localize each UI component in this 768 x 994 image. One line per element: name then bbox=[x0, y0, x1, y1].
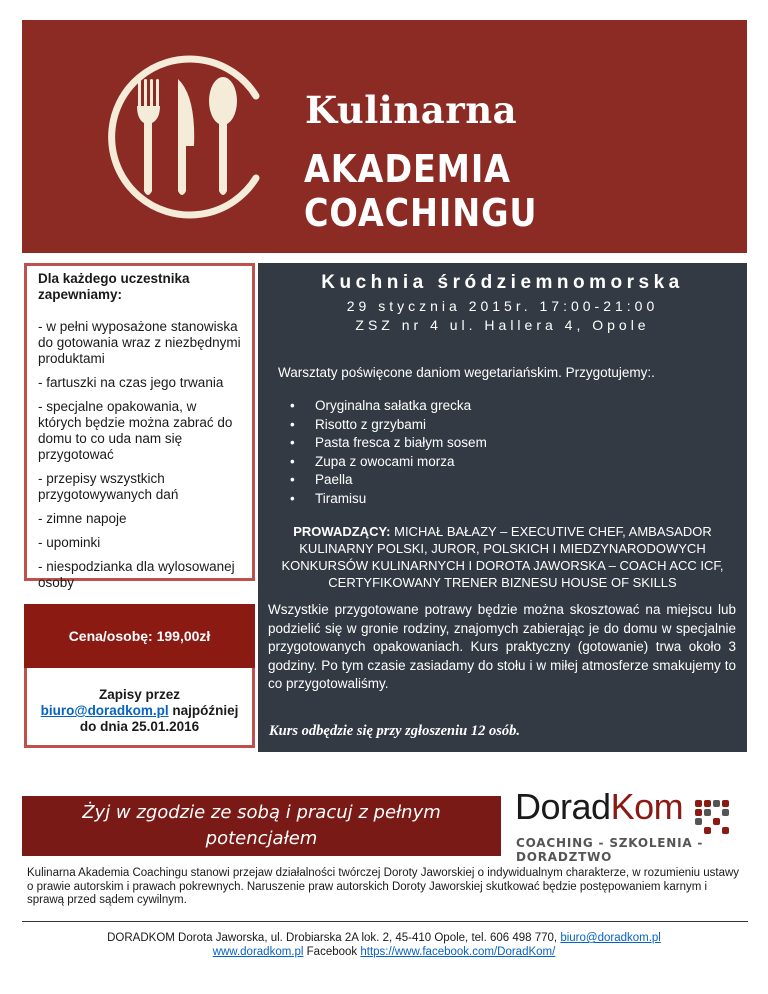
price-box bbox=[24, 604, 255, 668]
menu-item: • Zupa z owocami morza bbox=[315, 453, 487, 472]
logo-dots-icon bbox=[695, 800, 731, 836]
instructors-text bbox=[272, 523, 733, 591]
signup-line1: Zapisy przez bbox=[98, 687, 181, 702]
spoon-icon bbox=[209, 77, 237, 195]
footer-facebook-label: Facebook bbox=[303, 946, 361, 958]
event-panel bbox=[258, 263, 747, 752]
logo-tagline: COACHING - SZKOLENIA - DORADZTWO bbox=[516, 836, 704, 864]
instructors-names: MICHAŁ BAŁAZY – EXECUTIVE CHEF, AMBASADOR KULINARNY POLSKI, JUROR, POLSKICH I MIEDZYNARODOWYCH KONKURSÓW KULINARNYCH I DOROTA JAWORSKA – COACH ACC ICF, CERTYFIKOWANY TRENER BIZNESU HOUSE OF SKILLS bbox=[281, 524, 724, 590]
signup-line2 bbox=[27, 703, 252, 719]
menu-item: • Pasta fresca z białym sosem bbox=[315, 434, 487, 453]
menu-item: • Paella bbox=[315, 471, 487, 490]
footer-contact bbox=[0, 932, 768, 944]
price-label: Cena/osobę: 199,00zł bbox=[68, 628, 211, 644]
menu-item: • Tiramisu bbox=[315, 490, 487, 509]
perk-item: - niespodzianka dla wylosowanej osoby bbox=[38, 559, 235, 590]
menu-item: • Risotto z grzybami bbox=[315, 416, 487, 435]
header-title-line2: AKADEMIA COACHINGU bbox=[304, 147, 538, 235]
signup-email-link[interactable]: biuro@doradkom.pl bbox=[40, 703, 169, 718]
cutlery-emblem bbox=[106, 51, 278, 223]
knife-icon bbox=[178, 79, 194, 195]
event-place: ZSZ nr 4 ul. Hallera 4, Opole bbox=[355, 317, 650, 333]
motto-banner bbox=[22, 796, 501, 856]
event-note: Kurs odbędzie się przy zgłoszeniu 12 osób. bbox=[269, 723, 520, 739]
signup-box bbox=[24, 668, 255, 748]
event-title: Kuchnia śródziemnomorska bbox=[321, 272, 684, 293]
event-date: 29 stycznia 2015r. 17:00-21:00 bbox=[346, 298, 659, 314]
header-title-line1: Kulinarna bbox=[305, 88, 518, 132]
footer-links bbox=[0, 946, 768, 958]
menu-list bbox=[315, 397, 487, 508]
fork-icon bbox=[137, 79, 160, 195]
footer-facebook-link[interactable]: https://www.facebook.com/DoradKom/ bbox=[360, 946, 556, 958]
logo-part2: Kom bbox=[610, 786, 684, 827]
menu-item: • Oryginalna sałatka grecka bbox=[315, 397, 487, 416]
perk-item: - przepisy wszystkich przygotowywanych dań bbox=[38, 471, 179, 502]
header-banner bbox=[22, 20, 747, 253]
footer-address: DORADKOM Dorota Jaworska, ul. Drobiarska 2A lok. 2, 45-410 Opole, tel. 606 498 770, bbox=[107, 932, 561, 944]
footer-website-link[interactable]: www.doradkom.pl bbox=[212, 946, 304, 958]
perks-heading: Dla każdego uczestnika zapewniamy: bbox=[38, 271, 190, 302]
signup-deadline-prefix: najpóźniej bbox=[168, 703, 239, 718]
perk-item: - zimne napoje bbox=[38, 511, 127, 526]
footer-divider bbox=[22, 921, 748, 922]
copyright-notice: Kulinarna Akademia Coachingu stanowi przejaw działalności twórczej Doroty Jaworskiej o indywidualnym charakterze, w rozumieniu ustawy o prawie autorskim i prawach pokrewnych. Naruszenie praw autorskich Doroty Jaworskiej skutkować będzie postępowaniem karnym i sprawą przed sądem cywilnym. bbox=[27, 867, 740, 906]
motto-line2: potencjałem bbox=[205, 828, 318, 849]
event-description: Wszystkie przygotowane potrawy będzie można skosztować na miejscu lub podzielić się w gronie rodziny, znajomych zabierając je do domu w specjalnie przygotowanych opakowaniach. Kurs praktyczny (gotowanie) trwa około 3 godziny. Po tym czasie zasiadamy do stołu i w miłej atmosferze smakujemy to co przygotowaliśmy. bbox=[268, 602, 736, 691]
perk-item: - w pełni wyposażone stanowiska do gotowania wraz z niezbędnymi produktami bbox=[38, 319, 241, 366]
signup-line3: do dnia 25.01.2016 bbox=[79, 719, 200, 734]
perk-item: - specjalne opakowania, w których będzie można zabrać do domu to co uda nam się przygotować bbox=[38, 399, 233, 462]
event-intro: Warsztaty poświęcone daniom wegetariańskim. Przygotujemy:. bbox=[278, 365, 655, 380]
instructors-label: PROWADZĄCY: bbox=[293, 524, 391, 539]
perk-item: - upominki bbox=[38, 535, 101, 550]
footer-email-link[interactable]: biuro@doradkom.pl bbox=[560, 932, 661, 944]
doradkom-logo bbox=[515, 786, 683, 828]
perk-item: - fartuszki na czas jego trwania bbox=[38, 375, 224, 390]
perks-box bbox=[24, 263, 255, 590]
motto-line1: Żyj w zgodzie ze sobą i pracuj z pełnym bbox=[82, 802, 441, 823]
logo-part1: Dorad bbox=[515, 786, 611, 827]
